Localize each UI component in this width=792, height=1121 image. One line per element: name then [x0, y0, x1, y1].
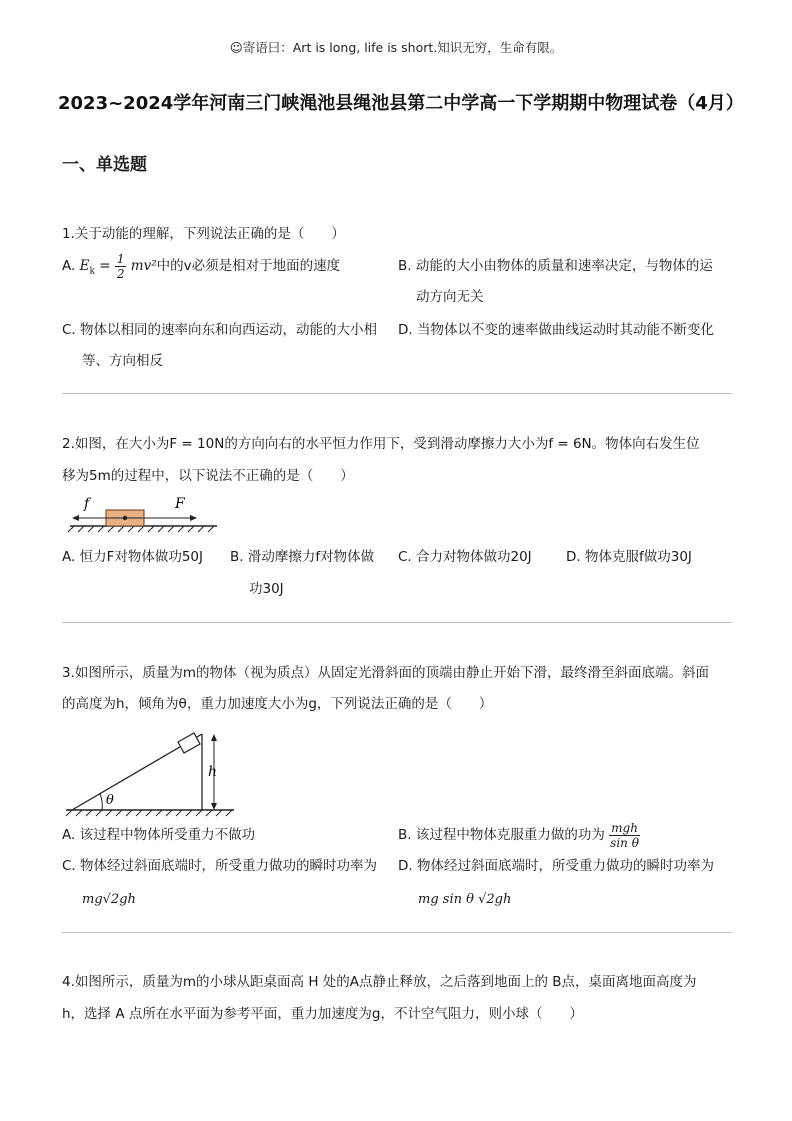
question-1-option-a: [62, 251, 392, 288]
question-2-stem-line1: 2.如图，在大小为F = 10N的方向向右的水平恒力作用下，受到滑动摩擦力大小为f = 6N。物体向右发生位: [62, 436, 700, 452]
page-header-motto: ☺寄语曰：Art is long, life is short.知识无穷，生命有限。: [229, 40, 563, 55]
question-4-stem-line1: 4.如图所示，质量为m的小球从距桌面高 H 处的A点静止释放，之后落到地面上的 B点，桌面离地面高度为: [62, 974, 697, 990]
question-2-stem-line2: 移为5m的过程中，以下说法不正确的是（ ）: [62, 468, 354, 484]
option-a-text: 中的v必须是相对于地面的速度: [156, 258, 341, 274]
question-2-option-c: C. 合力对物体做功20J: [398, 549, 532, 565]
question-1-option-c-cont: 等、方向相反: [82, 353, 163, 369]
height-label: h: [208, 764, 218, 780]
question-4-stem-line2: h，选择 A 点所在水平面为参考平面，重力加速度为g，不计空气阻力，则小球（ ）: [62, 1006, 583, 1022]
friction-label: f: [84, 496, 90, 512]
block-force-diagram: [62, 494, 222, 534]
question-3-option-c-formula: mg√2gh: [82, 892, 136, 907]
question-2-option-b: B. 滑动摩擦力f对物体做: [230, 549, 375, 565]
divider: [62, 622, 732, 623]
question-1-stem: 1.关于动能的理解，下列说法正确的是（ ）: [62, 226, 345, 242]
exam-title: 2023~2024学年河南三门峡渑池县绳池县第二中学高一下学期期中物理试卷（4月）: [58, 93, 744, 114]
question-1-option-b: B. 动能的大小由物体的质量和速率决定，与物体的运: [398, 258, 713, 274]
question-2-option-a: A. 恒力F对物体做功50J: [62, 549, 204, 565]
question-3-stem-line1: 3.如图所示，质量为m的物体（视为质点）从固定光滑斜面的顶端由静止开始下滑，最终滑至斜面底端。斜面: [62, 665, 710, 681]
question-2-option-b-cont: 功30J: [249, 581, 284, 597]
question-2-option-d: D. 物体克服f做功30J: [566, 549, 692, 565]
question-3-option-b: [398, 820, 640, 851]
option-b-text: B. 该过程中物体克服重力做的功为: [398, 827, 605, 843]
formula-mv2: mv²: [130, 258, 157, 274]
question-3-option-d-formula: mg sin θ √2gh: [418, 892, 512, 907]
question-3-stem-line2: 的高度为h，倾角为θ，重力加速度大小为g，下列说法正确的是（ ）: [62, 696, 493, 712]
section-heading: 一、单选题: [62, 155, 147, 175]
divider: [62, 932, 732, 933]
angle-theta-label: θ: [106, 793, 114, 808]
formula-fraction: $\frac{1}{2}$: [116, 251, 125, 281]
question-3-option-d: D. 物体经过斜面底端时，所受重力做功的瞬时功率为: [398, 858, 714, 874]
incline-diagram: [62, 722, 237, 818]
option-a-label: A.: [62, 258, 76, 274]
question-1-option-b-cont: 动方向无关: [416, 289, 484, 305]
question-3-option-a: A. 该过程中物体所受重力不做功: [62, 827, 256, 843]
question-3-option-c: C. 物体经过斜面底端时，所受重力做功的瞬时功率为: [62, 858, 378, 874]
question-1-option-d: D. 当物体以不变的速率做曲线运动时其动能不断变化: [398, 322, 714, 338]
question-1-option-c: C. 物体以相同的速率向东和向西运动，动能的大小相: [62, 322, 378, 338]
force-label: F: [175, 496, 185, 512]
divider: [62, 393, 732, 394]
formula-ek: $E_k$ =: [79, 258, 111, 277]
formula-mgh-over-sin: $\frac{\text{mgh}}{\text{sin θ}}$: [610, 820, 639, 850]
